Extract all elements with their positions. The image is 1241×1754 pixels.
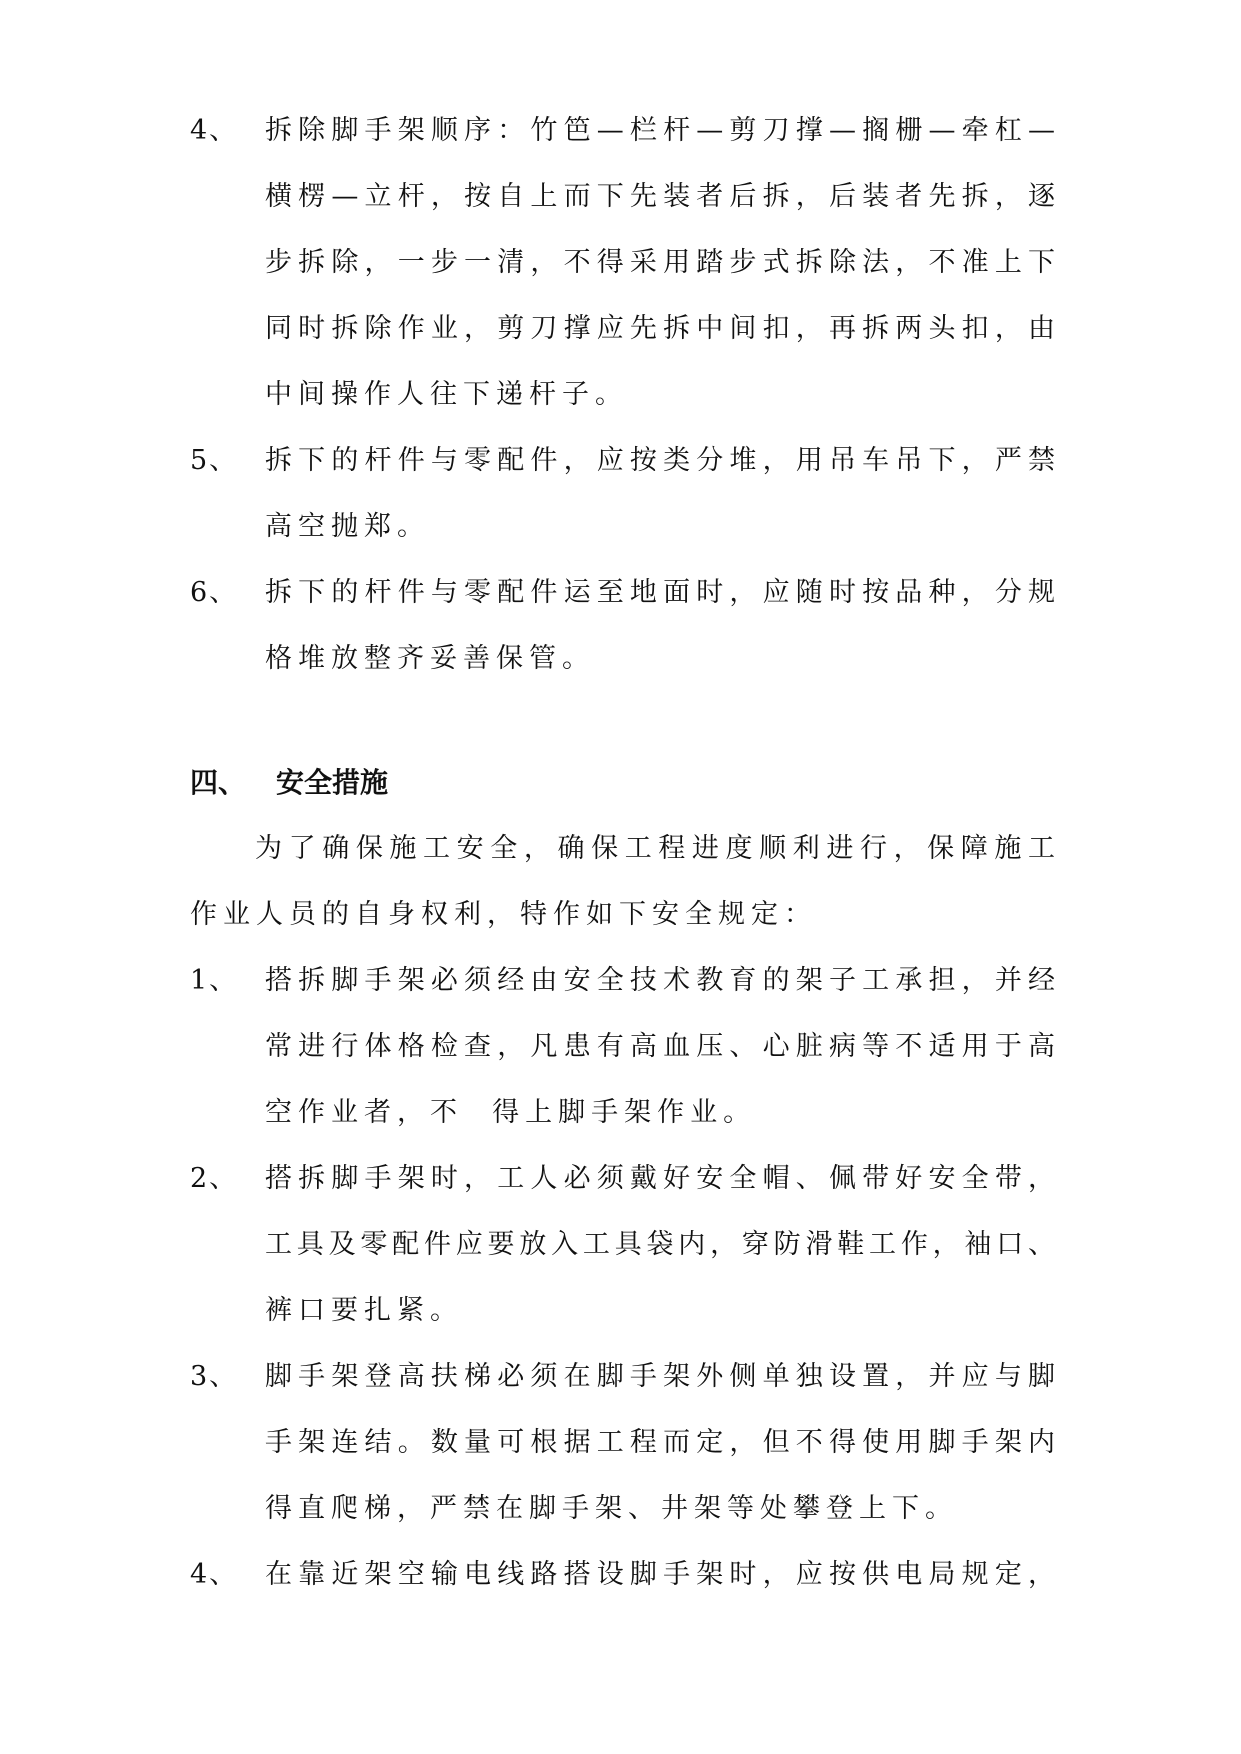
item-line: 步拆除，一步一清，不得采用踏步式拆除法，不准上下 — [265, 247, 1055, 278]
item-line: 裤口要扎紧。 — [265, 1295, 463, 1326]
item-line: 横楞—立杆，按自上而下先装者后拆，后装者先拆，逐 — [265, 181, 1055, 212]
item-number: 3、 — [190, 1361, 239, 1392]
item-number: 5、 — [190, 445, 239, 476]
item-line: 拆除脚手架顺序：竹笆—栏杆—剪刀撑—搁栅—牵杠— — [265, 115, 1055, 146]
item-line: 搭拆脚手架必须经由安全技术教育的架子工承担，并经 — [265, 965, 1055, 996]
item-line: 拆下的杆件与零配件运至地面时，应随时按品种，分规 — [265, 577, 1055, 608]
item-line: 中间操作人往下递杆子。 — [265, 379, 628, 410]
item-number: 1、 — [190, 965, 239, 996]
item-line: 手架连结。数量可根据工程而定，但不得使用脚手架内 — [265, 1427, 1055, 1458]
item-line: 得直爬梯，严禁在脚手架、井架等处攀登上下。 — [265, 1493, 958, 1524]
item-line: 常进行体格检查，凡患有高血压、心脏病等不适用于高 — [265, 1031, 1055, 1062]
paragraph-line: 为了确保施工安全，确保工程进度顺利进行，保障施工 — [255, 833, 1055, 864]
paragraph-line: 作业人员的自身权利，特作如下安全规定： — [190, 899, 817, 930]
item-line: 脚手架登高扶梯必须在脚手架外侧单独设置，并应与脚 — [265, 1361, 1055, 1392]
item-line: 拆下的杆件与零配件，应按类分堆，用吊车吊下，严禁 — [265, 445, 1055, 476]
item-line: 高空抛郑。 — [265, 511, 430, 542]
section-heading — [190, 750, 388, 816]
item-line: 空作业者，不 得上脚手架作业。 — [265, 1097, 757, 1128]
item-number: 4、 — [190, 115, 239, 146]
item-line: 在靠近架空输电线路搭设脚手架时，应按供电局规定， — [265, 1559, 1055, 1590]
item-line: 格堆放整齐妥善保管。 — [265, 643, 595, 674]
item-number: 2、 — [190, 1163, 239, 1194]
section-number: 四、 — [190, 766, 247, 799]
section-title: 安全措施 — [276, 766, 389, 799]
item-line: 工具及零配件应要放入工具袋内，穿防滑鞋工作，袖口、 — [265, 1229, 1055, 1260]
item-number: 6、 — [190, 577, 239, 608]
item-line: 同时拆除作业，剪刀撑应先拆中间扣，再拆两头扣，由 — [265, 313, 1055, 344]
item-number: 4、 — [190, 1559, 239, 1590]
item-line: 搭拆脚手架时，工人必须戴好安全帽、佩带好安全带， — [265, 1163, 1055, 1194]
